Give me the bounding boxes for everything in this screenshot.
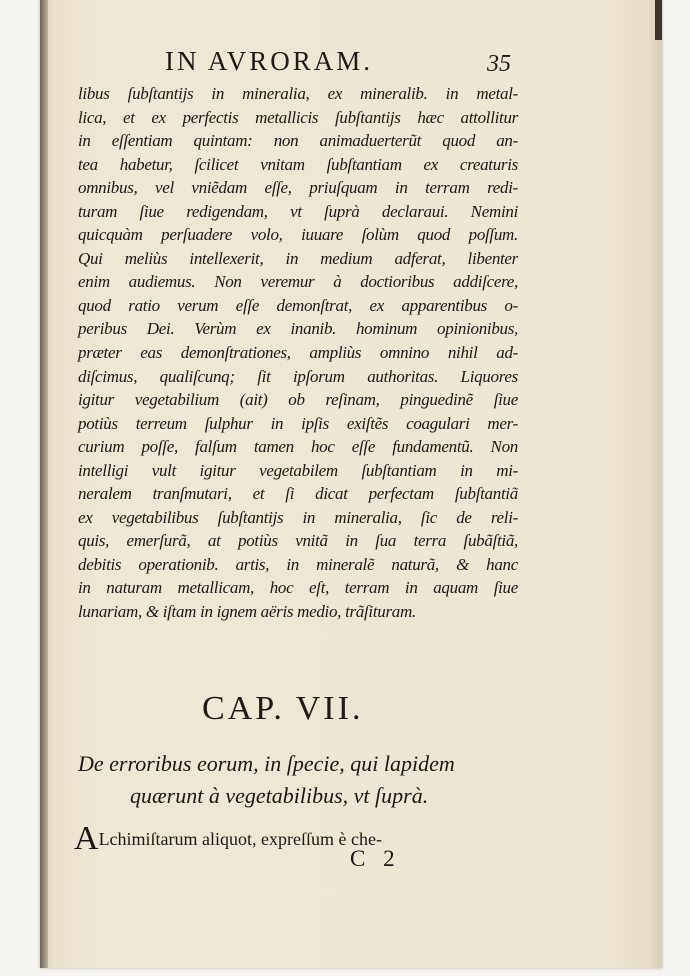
text-line: neralem tranſmutari, et ſi dicat perfectam ſubſtantiã: [78, 484, 518, 504]
drop-cap: A: [74, 820, 99, 857]
text-line: ex vegetabilibus ſubſtantijs in mineralia, ſic de reli-: [78, 507, 518, 527]
running-title: IN AVRORAM.: [165, 46, 374, 76]
text-line: peribus Dei. Verùm ex inanib. hominum opinionibus,: [78, 319, 518, 339]
text-line: omnibus, vel vniẽdam eſſe, priuſquam in terram redi-: [78, 178, 518, 198]
page-number: 35: [487, 51, 511, 77]
chapter-subtitle: [78, 748, 518, 812]
body-text: [78, 82, 518, 624]
text-line: debitis operationib. artis, in mineralẽ naturã, & hanc: [78, 554, 518, 574]
opening-text: Lchimiſtarum aliquot, expreſſum è che-: [98, 829, 382, 849]
subtitle-line: De erroribus eorum, in ſpecie, qui lapidem: [78, 751, 455, 776]
text-line: quod ratio verum eſſe demonſtrat, ex apparentibus o-: [78, 295, 518, 315]
text-line: lunariam, & iſtam in ignem aëris medio, trãſituram.: [78, 602, 416, 622]
text-line: igitur vegetabilium (ait) ob reſinam, pinguedinẽ ſiue: [78, 390, 518, 410]
text-line: curium poſſe, falſum tamen hoc eſſe fundamentũ. Non: [78, 437, 518, 457]
text-line: lica, et ex perfectis metallicis ſubſtantijs hæc attollitur: [78, 107, 518, 127]
text-line: potiùs terreum ſulphur in ipſis exiſtẽs coagulari mer-: [78, 413, 518, 433]
text-line: intelligi vult igitur vegetabilem ſubſtantiam in mi-: [78, 460, 518, 480]
text-line: in eſſentiam quintam: non animaduerterũt quod an-: [78, 131, 518, 151]
subtitle-line: quærunt à vegetabilibus, vt ſuprà.: [130, 783, 429, 808]
text-line: libus ſubſtantijs in mineralia, ex mineralib. in metal-: [78, 84, 518, 103]
text-line: Qui meliùs intellexerit, in medium adferat, libenter: [78, 248, 518, 268]
text-line: in naturam metallicam, hoc eſt, terram in aquam ſiue: [78, 578, 518, 598]
page-edge: [655, 0, 662, 40]
text-line: turam ſiue redigendam, vt ſuprà declaraui. Nemini: [78, 201, 518, 221]
chapter-heading: CAP. VII.: [202, 690, 364, 727]
page-gutter: [40, 0, 48, 968]
text-line: quis, emerſurã, at potiùs vnitã in ſua terra ſubãſtiã,: [78, 531, 518, 551]
text-line: præter eas demonſtrationes, ampliùs omnino nihil ad-: [78, 343, 518, 363]
signature-mark: C 2: [350, 846, 401, 871]
text-line: quicquàm perſuadere volo, iuuare ſolùm quod poſſum.: [78, 225, 518, 245]
opening-line: [74, 820, 534, 858]
text-line: tea habetur, ſcilicet vnitam ſubſtantiam ex creaturis: [78, 154, 518, 174]
text-line: diſcimus, qualiſcunq; ſit ipſorum authoritas. Liquores: [78, 366, 518, 386]
text-line: enim audiemus. Non veremur à doctioribus addiſcere,: [78, 272, 518, 292]
